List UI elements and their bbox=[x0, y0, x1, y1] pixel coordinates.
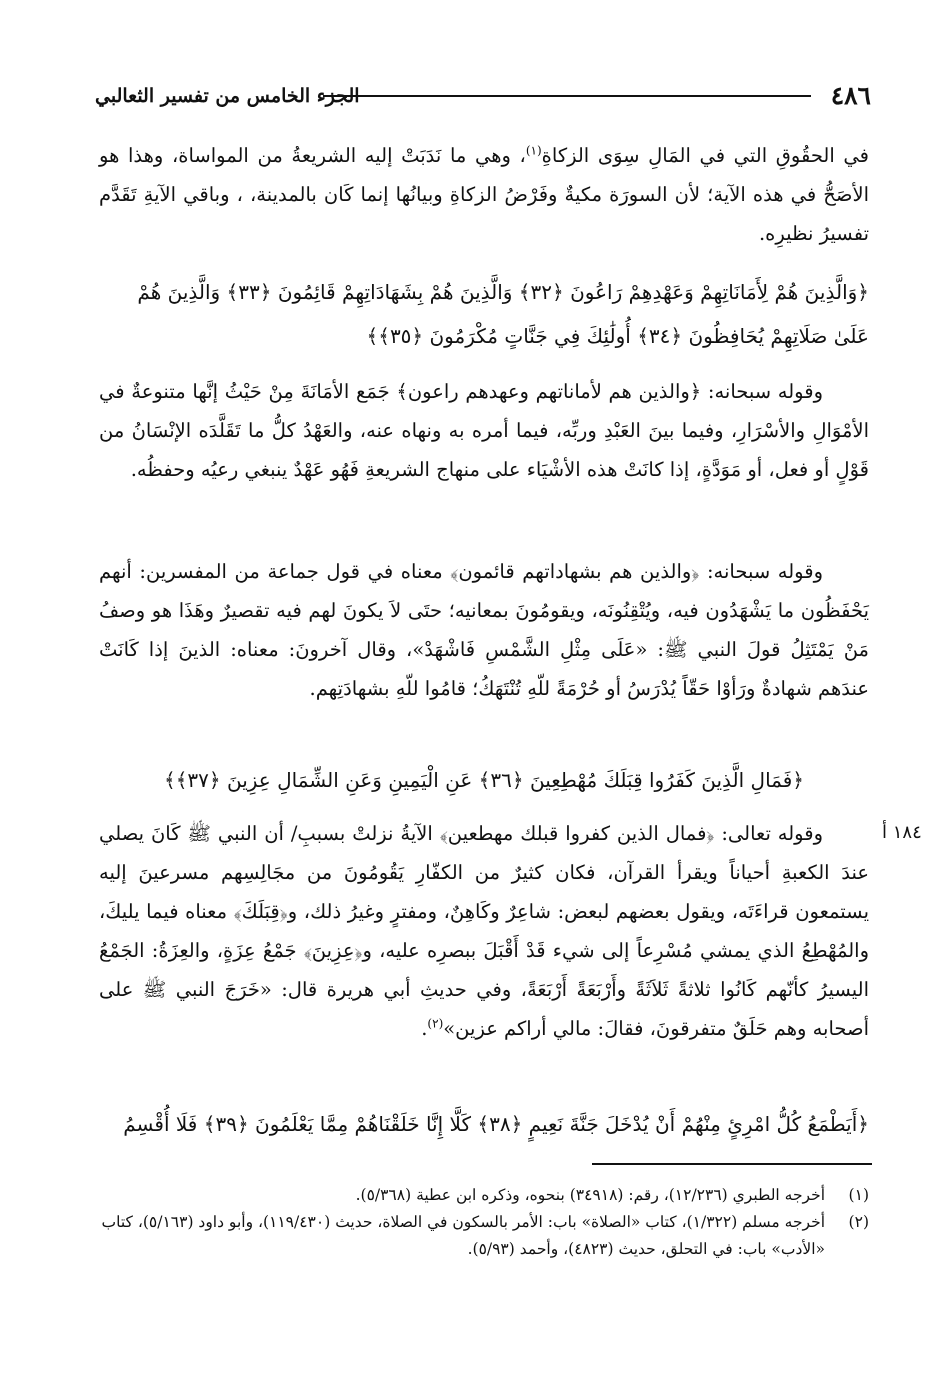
footnote-1-number: (١) bbox=[848, 1186, 869, 1204]
page-header bbox=[95, 78, 871, 114]
paragraph-3: وقوله سبحانه: ﴿والذين هم بشهاداتهم قائمون﴾ معناه في قول جماعة من المفسرين: أنهم يَحْفَظُون ما يَشْهَدُون فيه، ويُتْقِنُونَه، ويقومُونَ بمعانيه؛ حتَى لاَ يكونَ لهم فيه تقصيرٌ وهَذَا هو وصفُ مَنْ يَمْتَثِلُ قولَ النبي ﷺ: «عَلَى مِثْلِ الشَّمْسِ فَاشْهَدْ»، وقال آخرونَ: معناه: الذينَ إذا كَانَتْ عندَهم شهادةٌ ورَأوْا حَقّاً يُدْرَسُ أو حُرْمَةً للّهِ تُنْتَهَكُ؛ قامُوا للّهِ بشهادَتِهم. bbox=[99, 560, 869, 700]
footnote-rule bbox=[592, 1163, 872, 1165]
footnote-ref-2: (٢) bbox=[427, 1016, 444, 1031]
footnote-ref-1: (١) bbox=[525, 143, 542, 158]
quran-verse-38-40: ﴿أَيَطْمَعُ كُلُّ امْرِئٍ مِنْهُمْ أَنْ يُدْخَلَ جَنَّةَ نَعِيمٍ ﴿٣٨﴾ كَلَّا إِنَّا خَلَقْنَاهُمْ مِمَّا يَعْلَمُونَ ﴿٣٩﴾ فَلَا أُقْسِمُ bbox=[123, 1112, 869, 1136]
running-title: الجزء الخامس من تفسير الثعالبي bbox=[95, 85, 360, 107]
paragraph-2: وقوله سبحانه: ﴿والذين هم لأماناتهم وعهدهم راعون﴾ جَمَع الأمَانَةَ مِنْ حَيْثُ إنَّها متنوعةٌ في الأمْوَالِ والأسْرَارِ، وفيما بينَ العَبْدِ وربِّه، فيما أمره به ونهاه عنه، والعَهْدُ كلُّ ما تَقَلَّدَه الإنْسَانُ من قَوْلٍ أو فعل، أو مَوَدَّةٍ، إذا كانَتْ هذه الأشْيَاء على منهاج الشريعةِ فَهُو عَهْدٌ ينبغي رعيُه وحفظُه. bbox=[99, 380, 869, 481]
paragraph-4-text: وقوله تعالى: ﴿فمال الذين كفروا قبلك مهطعين﴾ الآيةُ نزلتْ بسببِ/ أن النبي ﷺ كَانَ يصلي عندَ الكعبةِ أحياناً ويقرأ القرآن، فكان كثيرٌ من الكفّارِ يَقُومُونَ من مجَالِسِهم مسرعينَ إليه يستمعون قراءَتَه، ويقول بعضهم لبعض: شاعِرٌ وكَاهِنٌ، ومفترٍ وغيرُ ذلك، و﴿قِبَلَكَ﴾ معناه فيما يليكَ، والمُهْطِعُ الذي يمشي مُسْرِعاً إلى شيء قَدْ أَقْبَلَ ببصرِه عليه، و﴿عِزِينَ﴾ جَمْعُ عِزَةٍ، والعِزَةُ: الجَمْعُ اليسيرُ كأنّهم كَانُوا ثلاثةً ثَلاَثَةً وأَرْبَعَةً أَرْبَعَةً، وفي حديثِ أبي هريرة قال: «خَرَجَ النبي ﷺ على أصحابه وهم حَلَقٌ متفرقونَ، فقالَ: مالي أراكم عزين» bbox=[99, 822, 869, 1040]
header-rule bbox=[323, 95, 811, 97]
paragraph-1-text: في الحقُوقِ التي في المَالِ سِوَى الزكاةِ bbox=[541, 144, 869, 167]
quran-verse-36-37: ﴿فَمَالِ الَّذِينَ كَفَرُوا قِبَلَكَ مُهْطِعِينَ ﴿٣٦﴾ عَنِ الْيَمِينِ وَعَنِ الشِّمَالِ عِزِينَ ﴿٣٧﴾﴾ bbox=[163, 768, 805, 792]
paragraph-4-text-end: . bbox=[421, 1017, 428, 1040]
footnote-2-text: أخرجه مسلم (١/٣٢٢)، كتاب «الصلاة» باب: الأمر بالسكون في الصلاة، حديث (١١٩/٤٣٠)، وأبو داود (٥/١٦٣)، كتاب «الأدب» باب: في التحلق، حديث (٤٨٢٣)، وأحمد (٥/٩٣). bbox=[101, 1213, 825, 1258]
footnotes bbox=[93, 1182, 869, 1263]
footnote-2 bbox=[93, 1209, 869, 1263]
paragraph-1 bbox=[99, 136, 869, 253]
paragraph-4 bbox=[99, 814, 869, 1048]
footnote-2-number: (٢) bbox=[848, 1213, 869, 1231]
footnote-1-text: أخرجه الطبري (١٢/٢٣٦)، رقم: (٣٤٩١٨) بنحوه، وذكره ابن عطية (٥/٣٦٨). bbox=[355, 1186, 825, 1204]
margin-folio-note: ١٨٤ أ bbox=[882, 822, 922, 843]
paragraph-1-text-cont: ، وهي ما نَدَبَتْ إليه الشريعةُ من المواساة، وهذا هو الأصَحُّ في هذه الآية؛ لأن السورَة مكيةٌ وفَرْضُ الزكاةِ وبيانُها إنما كَان بالمدينة، ، وباقي الآيةِ تَقَدَّم تفسيرُ نظيرِه. bbox=[99, 144, 869, 245]
quran-verse-32-35: ﴿وَالَّذِينَ هُمْ لِأَمَانَاتِهِمْ وَعَهْدِهِمْ رَاعُونَ ﴿٣٢﴾ وَالَّذِينَ هُمْ بِشَهَادَاتِهِمْ قَائِمُونَ ﴿٣٣﴾ وَالَّذِينَ هُمْ عَلَىٰ صَلَاتِهِمْ يُحَافِظُونَ ﴿٣٤﴾ أُولَٰئِكَ فِي جَنَّاتٍ مُكْرَمُونَ ﴿٣٥﴾﴾ bbox=[137, 280, 869, 348]
page-number: ٤٨٦ bbox=[830, 81, 871, 110]
footnote-1 bbox=[93, 1182, 869, 1209]
